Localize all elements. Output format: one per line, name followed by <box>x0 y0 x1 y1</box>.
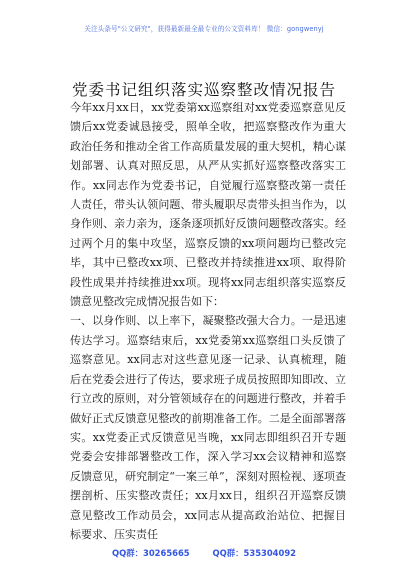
paragraph: 一、以身作则、以上率下，凝聚整改强大合力。一是迅速传达学习。巡察结束后，xx党委第xx巡察组口头反馈了巡察意见。xx同志对这些意见逐一记录、认真梳理，随后在党委会进行了传达，要求班子成员按照即知即改、立行立改的原则，对分管领域存在的问题进行整改，并着手做好正式反馈意见整改的前期准备工作。二是全面部署落实。xx党委正式反馈意见当晚，xx同志即组织召开专题党委会安排部署整改工作，深入学习xx会议精神和巡察反馈意见，研究制定“一案三单”，深刻对照检视、逐项查摆剖析、压实整改责任；xx月xx日，组织召开巡察反馈意见整改工作动员会，xx同志从提高政治站位、把握目标要求、压实责任 <box>70 314 346 541</box>
qq-group-1: QQ群：30265665 <box>112 548 190 558</box>
promo-banner: 关注头条号"公文研究"，获得最新最全最专业的公文资料库！ 微信：gongwenyj <box>84 25 324 33</box>
document-body <box>70 98 346 544</box>
paragraph: 今年xx月xx日，xx党委第xx巡察组对xx党委巡察意见反馈后xx党委诚恳接受，照单全收，把巡察整改作为重大政治任务和推动全省工作高质量发展的重大契机，精心谋划部署、认真对照反思，从严从实抓好巡察整改落实工作。xx同志作为党委书记，自觉履行巡察整改第一责任人责任，带头认领问题、带头履职尽责带头担当作为，以身作则、亲力亲为，逐条逐项抓好反馈问题整改落实。经过两个月的集中攻坚，巡察反馈的xx项问题均已整改完毕，其中已整改xx项、已整改并持续推进xx项、取得阶段性成果并持续推进xx项。现将xx同志组织落实巡察反馈意见整改完成情况报告如下： <box>70 101 346 309</box>
footer-qq-groups <box>0 547 408 559</box>
qq-group-2: QQ群：535304092 <box>212 548 296 558</box>
document-title: 党委书记组织落实巡察整改情况报告 <box>71 81 336 99</box>
